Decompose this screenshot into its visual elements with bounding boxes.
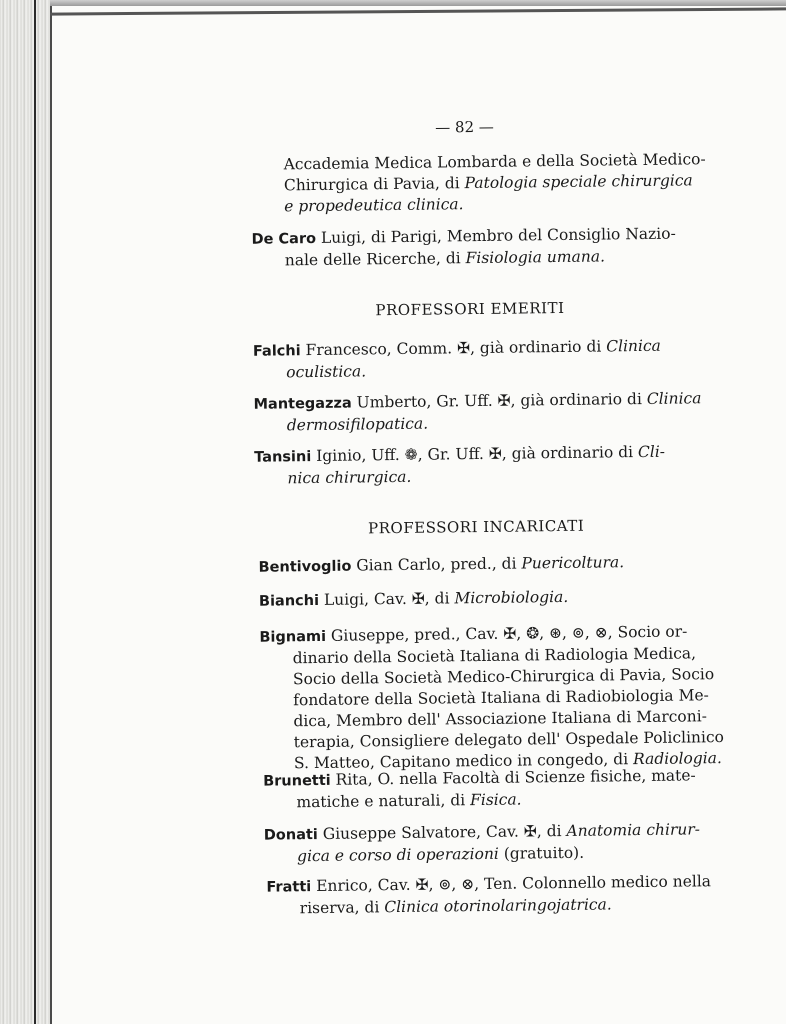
page-number: — 82 — (435, 117, 494, 137)
entry-brunetti: Brunetti Rita, O. nella Facoltà di Scienze fisiche, mate- matiche e naturali, di Fisica. (263, 766, 696, 812)
entry-name: Bianchi (258, 592, 320, 610)
entry-bianchi: Bianchi Luigi, Cav. ✠, di Microbiologia. (258, 587, 569, 610)
entry-donati: Donati Giuseppe Salvatore, Cav. ✠, di Anatomia chirur- gica e corso di operazioni (gratuito). (263, 820, 701, 866)
entry-tansini: Tansini Iginio, Uff. ❁, Gr. Uff. ✠, già ordinario di Cli- nica chirurgica. (254, 442, 666, 488)
entry-name: Brunetti (263, 772, 331, 790)
entry-intro-continuation: Accademia Medica Lombarda e della Società Medico- Chirurgica di Pavia, di Patologia speciale chirurgica e propedeutica clinica. (283, 150, 706, 216)
entry-bignami: Bignami Giuseppe, pred., Cav. ✠, ❂, ⊛, ⊚, ⊗, Socio or- dinario della Società Italiana di Radiologia Medica, Socio della Società Medico-Chirurgica di Pavia, Socio fondatore della Società Italiana di Radiobiologia Me- dica, Membro dell' Associazione Italiana di Marconi- terapia, Consigliere delegato dell' Ospedale Policlinico S. Matteo, Capitano medico in congedo, di Radiologia. (259, 622, 725, 773)
heading-professori-emeriti: PROFESSORI EMERITI (375, 298, 565, 320)
entry-de-caro: De Caro Luigi, di Parigi, Membro del Consiglio Nazio- nale delle Ricerche, di Fisiologia umana. (251, 224, 676, 270)
entry-name: Falchi (252, 343, 301, 360)
entry-mantegazza: Mantegazza Umberto, Gr. Uff. ✠, già ordinario di Clinica dermosifilopatica. (253, 389, 702, 435)
entry-fratti: Fratti Enrico, Cav. ✠, ⊚, ⊗, Ten. Colonnello medico nella riserva, di Clinica otorinolaringojatrica. (266, 872, 712, 918)
entry-name: Tansini (254, 449, 312, 466)
entry-name: De Caro (251, 230, 317, 248)
entry-name: Donati (263, 827, 318, 844)
heading-professori-incaricati: PROFESSORI INCARICATI (367, 516, 585, 538)
entry-name: Mantegazza (253, 395, 352, 413)
entry-name: Bignami (259, 628, 327, 646)
entry-name: Bentivoglio (258, 558, 352, 576)
entry-falchi: Falchi Francesco, Comm. ✠, già ordinario di Clinica oculistica. (252, 336, 661, 382)
entry-name: Fratti (266, 879, 312, 896)
entry-bentivoglio: Bentivoglio Gian Carlo, pred., di Puericoltura. (258, 553, 625, 576)
